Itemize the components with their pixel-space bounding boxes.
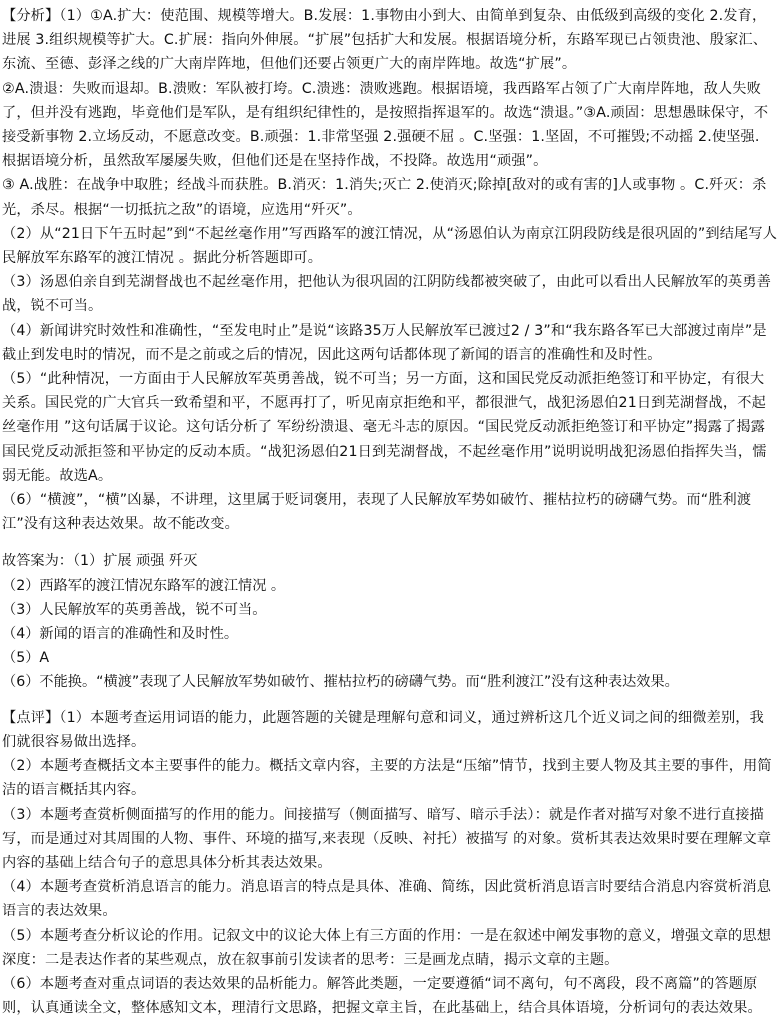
- analysis-paragraph-7: （5）“此种情况，一方面由于人民解放军英勇善战，锐不可当；另一方面，这和国民党反动派拒绝签订和平协定，有很大关系。国民党的广大官兵一致希望和平，不愿再打了，听见南京拒绝和平，都很泄气，战犯汤恩伯21日到芜湖督战，不起丝毫作用 ”这句话属于议论。这句话分析了 军纷纷溃退、毫无斗志的原因。“国民党反动派拒绝签订和平协定”揭露了揭露国民党反动派拒签和平协定的反动本质。“战犯汤恩伯21日到芜湖督战，不起丝毫作用”说明说明战犯汤恩伯指挥失当，懦弱无能。故选A。: [2, 371, 767, 484]
- answer-section: [2, 549, 778, 694]
- analysis-paragraph-4: （2）从“21日下午五时起”到“不起丝毫作用”写西路军的渡江情况，从“汤恩伯认为南京江阴段防线是很巩固的”到结尾写人民解放军东路军的渡江情况 。据此分析答题即可。: [2, 225, 778, 267]
- analysis-paragraph-1: 【分析】（1）①A.扩大：使范围、规模等增大。B.发展：1.事物由小到大、由简单到复杂、由低级到高级的变化 2.发育，进展 3.组织规模等扩大。C.扩展：指向外伸展。“扩展”包括扩大和发展。根据语境分析，东路军现已占领贵池、殷家汇、东流、至德、彭泽之线的广大南岸阵地，但他们还要占领更广大的南岸阵地。故选“扩展”。: [2, 8, 768, 73]
- answer-line-1: 故答案为：（1）扩展 顽强 歼灭: [2, 553, 198, 570]
- answer-line-3: （3）人民解放军的英勇善战，锐不可当。: [2, 601, 267, 618]
- comment-paragraph-4: （4）本题考查赏析消息语言的能力。消息语言的特点是具体、准确、简练，因此赏析消息语言时要结合消息内容赏析消息语言的表达效果。: [2, 879, 772, 920]
- comment-section: [2, 706, 778, 1020]
- section-spacer: [2, 536, 778, 549]
- analysis-paragraph-6: （4）新闻讲究时效性和准确性，“至发电时止”是说“该路35万人民解放军已渡过2 / 3”和“我东路各军已大部渡过南岸”是截止到发电时的情况，而不是之前或之后的情况，因此这两句话都体现了新闻的语言的准确性和及时性。: [2, 322, 767, 363]
- comment-paragraph-5: （5）本题考查分析议论的作用。记叙文中的议论大体上有三方面的作用：一是在叙述中阐发事物的意义，增强文章的思想深度：二是表达作者的某些观点，放在叙事前引发读者的思考：三是画龙点睛，揭示文章的主题。: [2, 927, 772, 968]
- section-spacer: [2, 695, 778, 706]
- comment-paragraph-6: （6）本题考查对重点词语的表达效果的品析能力。解答此类题，一定要遵循“词不离句，句不离段，段不离篇”的答题原则，认真通读全文，整体感知文本，理清行文思路，把握文章主旨，在此基础上，结合具体语境，分析词句的表达效果。: [2, 975, 762, 1017]
- answer-line-4: （4）新闻的语言的准确性和及时性。: [2, 626, 239, 643]
- answer-line-6: （6）不能换。“横渡”表现了人民解放军势如破竹、摧枯拉朽的磅礴气势。而“胜利渡江”没有这种表达效果。: [2, 674, 679, 691]
- analysis-paragraph-8: （6）“横渡”，“横”凶暴，不讲理，这里属于贬词褒用，表现了人民解放军势如破竹、摧枯拉朽的磅礴气势。而“胜利渡江”没有这种表达效果。故不能改变。: [2, 492, 752, 533]
- comment-paragraph-1: 【点评】（1）本题考查运用词语的能力，此题答题的关键是理解句意和词义，通过辨析这几个近义词之间的细微差别，我们就很容易做出选择。: [2, 709, 764, 750]
- analysis-paragraph-5: （3）汤恩伯亲自到芜湖督战也不起丝毫作用，把他认为很巩固的江阴防线都被突破了，由此可以看出人民解放军的英勇善战，锐不可当。: [2, 274, 772, 315]
- analysis-paragraph-3: ③ A.战胜：在战争中取胜；经战斗而获胜。B.消灭：1.消失;灭亡 2.使消灭;除掉[敌对的或有害的]人或事物 。C.歼灭：杀光，杀尽。根据“一切抵抗之敌”的语境，应选用“歼灭”。: [2, 177, 767, 218]
- analysis-paragraph-2: ②A.溃退：失败而退却。B.溃败：军队被打垮。C.溃逃：溃败逃跑。根据语境，我西路军占领了广大南岸阵地，敌人失败了，但并没有逃跑，毕竟他们是军队，是有组织纪律性的，是按照指挥退军的。故选“溃退。”③A.顽固：思想愚昧保守，不接受新事物 2.立场反动，不愿意改变。B.顽强：1.非常坚强 2.强硬不屈 。C.坚强：1.坚固，不可摧毁;不动摇 2.使坚强. 根据语境分析，虽然敌军屡屡失败，但他们还是在坚持作战，不投降。故选用“顽强”。: [2, 80, 769, 170]
- answer-line-2: （2）西路军的渡江情况东路军的渡江情况 。: [2, 577, 286, 594]
- analysis-section: [2, 4, 778, 536]
- answer-line-5: （5）A: [2, 650, 50, 667]
- comment-paragraph-3: （3）本题考查赏析侧面描写的作用的能力。间接描写（侧面描写、暗写、暗示手法）：就是作者对描写对象不进行直接描写，而是通过对其周围的人物、事件、环境的描写,来表现（反映、衬托）被描写 的对象。赏析其表达效果时要在理解文章内容的基础上结合句子的意思具体分析其表达效果。: [2, 806, 772, 871]
- comment-paragraph-2: （2）本题考查概括文本主要事件的能力。概括文章内容，主要的方法是“压缩”情节，找到主要人物及其主要的事件，用简洁的语言概括其内容。: [2, 758, 772, 799]
